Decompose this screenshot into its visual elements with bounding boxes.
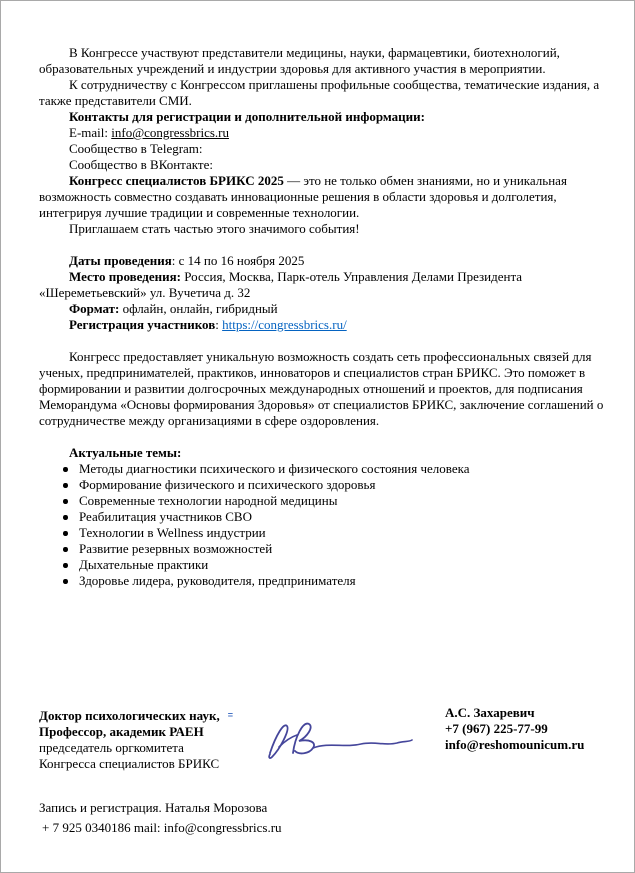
- text-run: :: [215, 317, 223, 332]
- text-run: Контакты для регистрации и дополнительной информации:: [69, 109, 425, 124]
- signatory-titles: [39, 707, 269, 772]
- text-run: Россия, Москва, Парк-отель Управления Делами Президента «Шереметьевский» ул. Вучетича д. 32: [39, 269, 523, 300]
- text-run: В Конгрессе участвуют представители медицины, науки, фармацевтики, биотехнологий, образовательных учреждений и индустрии здоровья для активного участия в мероприятии.: [39, 45, 560, 76]
- text-run: Актуальные темы:: [69, 445, 182, 460]
- topic-item: Здоровье лидера, руководителя, предпринимателя: [39, 573, 611, 589]
- paragraph: [39, 173, 611, 221]
- document-body: [39, 45, 611, 589]
- text-run: Место проведения:: [69, 269, 181, 284]
- registration-link[interactable]: https://congressbrics.ru/: [222, 317, 347, 332]
- text-run: Приглашаем стать частью этого значимого события!: [69, 221, 360, 236]
- topic-item: Дыхательные практики: [39, 557, 611, 573]
- blank-line: [39, 333, 611, 349]
- signatory-title-line: Профессор, академик РАЕН: [39, 724, 204, 739]
- topic-item: Реабилитация участников СВО: [39, 509, 611, 525]
- footer-contact-phone: + 7 925 0340186 mail: info@congressbrics.ru: [42, 820, 282, 835]
- text-run: К сотрудничеству с Конгрессом приглашены профильные сообщества, тематические издания, а также представители СМИ.: [39, 77, 600, 108]
- text-run: Регистрация участников: [69, 317, 216, 332]
- paragraph: [39, 301, 611, 317]
- topic-item: Современные технологии народной медицины: [39, 493, 611, 509]
- registration-footer: [39, 798, 282, 838]
- signatory-contact: [445, 705, 615, 753]
- text-run: Формат:: [69, 301, 120, 316]
- signatory-title-line: председатель оргкомитета: [39, 740, 184, 755]
- footer-contact-name: Запись и регистрация. Наталья Морозова: [39, 800, 268, 815]
- paragraph: [39, 445, 611, 461]
- signatory-phone: +7 (967) 225-77-99: [445, 721, 548, 736]
- paragraph: [39, 45, 611, 77]
- signatory-email: info@reshomounicum.ru: [445, 737, 585, 752]
- paragraph: [39, 253, 611, 269]
- text-run: : с 14 по 16 ноября 2025: [171, 253, 305, 268]
- blank-line: [39, 237, 611, 253]
- paragraph: [39, 317, 611, 333]
- topic-item: Формирование физического и психического здоровья: [39, 477, 611, 493]
- text-run: E-mail:: [69, 125, 112, 140]
- text-run: — это не только обмен знаниями, но и уникальная возможность совместно создавать инновационные решения в области здоровья и долголетия, интегрируя лучшие традиции и современные технологии.: [39, 173, 567, 220]
- email-link[interactable]: info@congressbrics.ru: [111, 125, 229, 140]
- paragraph: [39, 77, 611, 109]
- paragraph: [39, 349, 611, 429]
- signatory-title-line: Конгресса специалистов БРИКС: [39, 756, 220, 771]
- text-run: Даты проведения: [69, 253, 172, 268]
- signature-ink: [257, 713, 417, 771]
- topic-item: Технологии в Wellness индустрии: [39, 525, 611, 541]
- paragraph: [39, 109, 611, 125]
- blank-line: [39, 429, 611, 445]
- text-run: Конгресс специалистов БРИКС 2025: [69, 173, 284, 188]
- text-run: офлайн, онлайн, гибридный: [119, 301, 278, 316]
- paragraph: [39, 141, 611, 157]
- text-run: Сообщество в ВКонтакте:: [69, 157, 213, 172]
- topic-item: Методы диагностики психического и физического состояния человека: [39, 461, 611, 477]
- paragraph: [39, 125, 611, 141]
- revision-mark: =: [227, 710, 233, 720]
- topic-item: Развитие резервных возможностей: [39, 541, 611, 557]
- paragraph: [39, 157, 611, 173]
- text-run: Сообщество в Telegram:: [69, 141, 203, 156]
- paragraph: [39, 221, 611, 237]
- text-run: Конгресс предоставляет уникальную возможность создать сеть профессиональных связей для ученых, предпринимателей, практиков, инноваторов и специалистов стран БРИКС. Это поможет в формировании и развитии долгосрочных международных отношений и проектов, для подписания Меморандума «Основы формирования Здоровья» от специалистов БРИКС, заключение соглашений о сотрудничестве между организациями в сфере оздоровления.: [39, 349, 604, 428]
- signatory-title-line: Доктор психологических наук,: [39, 708, 220, 723]
- signatory-name: А.С. Захаревич: [445, 705, 535, 720]
- topics-list: [39, 461, 611, 589]
- paragraph: [39, 269, 611, 301]
